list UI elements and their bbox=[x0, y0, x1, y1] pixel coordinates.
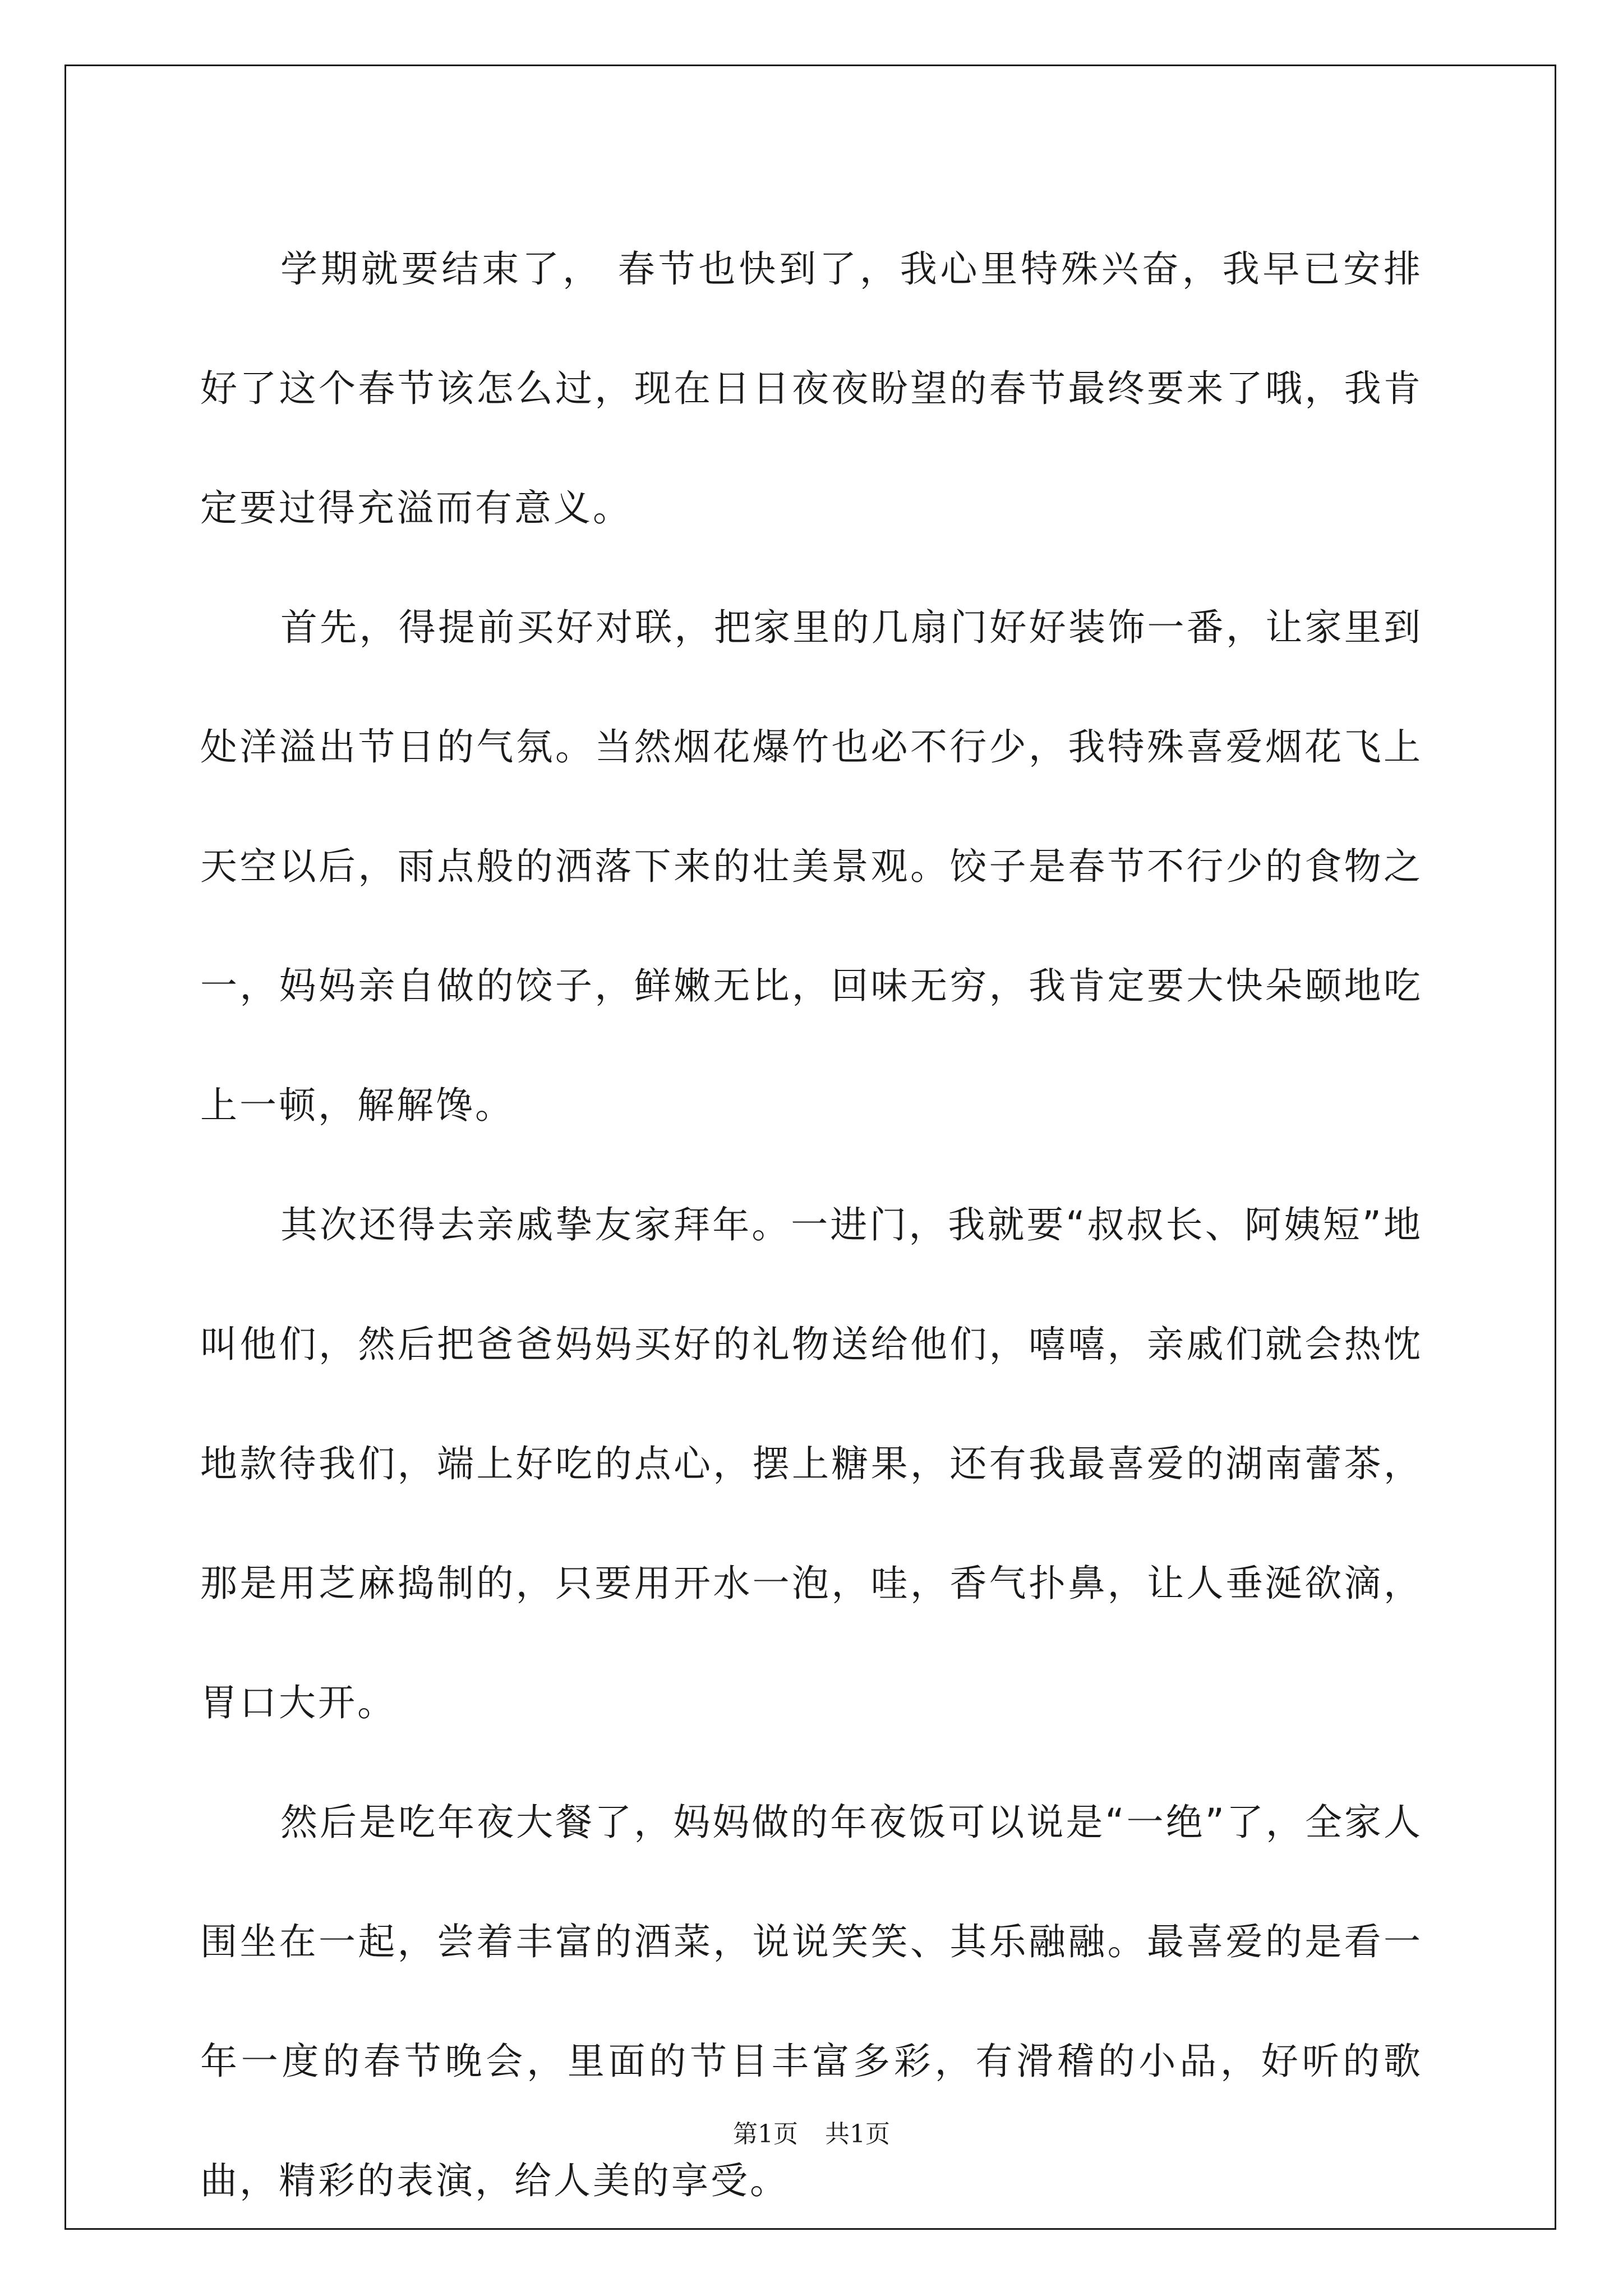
page-number-current: 第1页 bbox=[733, 2120, 798, 2148]
paragraph-4: 然后是吃年夜大餐了，妈妈做的年夜饭可以说是“一绝”了，全家人围坐在一起，尝着丰富的酒菜，说说笑笑、其乐融融。最喜爱的是看一年一度的春节晚会，里面的节目丰富多彩，有滑稽的小品，好听的歌曲，精彩的表演，给人美的享受。 bbox=[200, 1801, 1423, 2202]
paragraph-2: 首先，得提前买好对联，把家里的几扇门好好装饰一番，让家里到处洋溢出节日的气氛。当然烟花爆竹也必不行少，我特殊喜爱烟花飞上天空以后，雨点般的洒落下来的壮美景观。饺子是春节不行少的食物之一，妈妈亲自做的饺子，鲜嫩无比，回味无穷，我肯定要大快朵颐地吃上一顿，解解馋。 bbox=[200, 606, 1423, 1127]
page-number-total: 共1页 bbox=[825, 2120, 890, 2148]
paragraph-3: 其次还得去亲戚挚友家拜年。一进门，我就要“叔叔长、阿姨短”地叫他们，然后把爸爸妈妈买好的礼物送给他们，嘻嘻，亲戚们就会热忱地款待我们，端上好吃的点心，摆上糖果，还有我最喜爱的湖南蕾茶，那是用芝麻捣制的，只要用开水一泡，哇，香气扑鼻，让人垂涎欲滴，胃口大开。 bbox=[200, 1203, 1423, 1724]
page-footer bbox=[0, 2118, 1623, 2151]
paragraph-1: 学期就要结束了， 春节也快到了，我心里特殊兴奋，我早已安排好了这个春节该怎么过，现在日日夜夜盼望的春节最终要来了哦，我肯定要过得充溢而有意义。 bbox=[200, 247, 1423, 530]
document-body bbox=[200, 209, 1423, 2240]
